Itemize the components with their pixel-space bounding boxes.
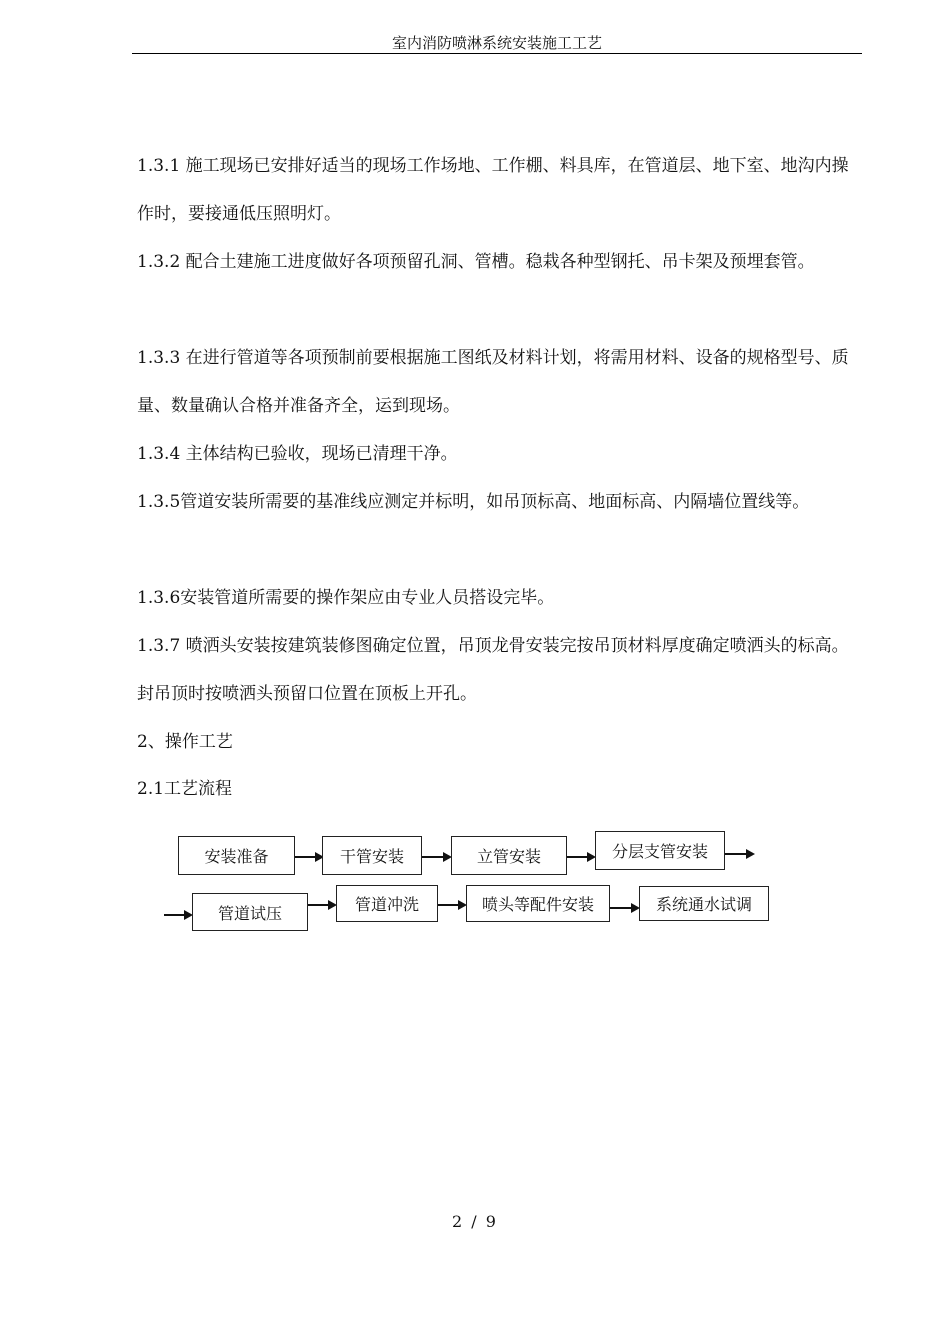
flow-arrow xyxy=(725,853,747,855)
document-title: 室内消防喷淋系统安装施工工艺 xyxy=(391,34,602,52)
paragraph-1-3-6: 1.3.6安装管道所需要的操作架应由专业人员搭设完毕。 xyxy=(137,588,555,608)
flow-step-system-test: 系统通水试调 xyxy=(639,886,769,921)
paragraph-1-3-3: 1.3.3 在进行管道等各项预制前要根据施工图纸及材料计划，将需用材料、设备的规格型号、质量、数量确认合格并准备齐全，运到现场。 xyxy=(137,348,849,416)
paragraph-1-3-7: 1.3.7 喷洒头安装按建筑装修图确定位置，吊顶龙骨安装完按吊顶材料厚度确定喷洒头的标高。封吊顶时按喷洒头预留口位置在顶板上开孔。 xyxy=(137,636,849,704)
flow-step-riser: 立管安装 xyxy=(451,836,567,875)
flow-step-flushing: 管道冲洗 xyxy=(336,885,438,922)
flow-step-prep: 安装准备 xyxy=(178,836,295,875)
flow-arrow xyxy=(438,904,459,906)
flow-arrow xyxy=(308,904,329,906)
flow-step-main-pipe: 干管安装 xyxy=(322,836,422,875)
flow-arrow xyxy=(567,856,588,858)
flow-step-branch: 分层支管安装 xyxy=(595,831,725,870)
paragraph-1-3-5: 1.3.5管道安装所需要的基准线应测定并标明，如吊顶标高、地面标高、内隔墙位置线等。 xyxy=(137,492,810,512)
flow-arrow xyxy=(295,856,316,858)
flow-step-pressure-test: 管道试压 xyxy=(192,893,308,931)
flow-arrow xyxy=(610,907,632,909)
header-divider xyxy=(132,53,862,54)
section-subheading: 2.1工艺流程 xyxy=(137,779,233,799)
paragraph-1-3-1: 1.3.1 施工现场已安排好适当的现场工作场地、工作棚、料具库，在管道层、地下室、地沟内操作时，要接通低压照明灯。 xyxy=(137,156,849,224)
flow-step-sprinkler-fittings: 喷头等配件安装 xyxy=(466,885,610,922)
flow-arrow xyxy=(422,856,444,858)
page-number: 2 / 9 xyxy=(452,1212,498,1231)
paragraph-1-3-2: 1.3.2 配合土建施工进度做好各项预留孔洞、管槽。稳栽各种型钢托、吊卡架及预埋套管。 xyxy=(137,252,815,272)
paragraph-1-3-4: 1.3.4 主体结构已验收，现场已清理干净。 xyxy=(137,444,458,464)
flow-arrow xyxy=(164,914,185,916)
section-heading: 2、操作工艺 xyxy=(137,732,233,752)
